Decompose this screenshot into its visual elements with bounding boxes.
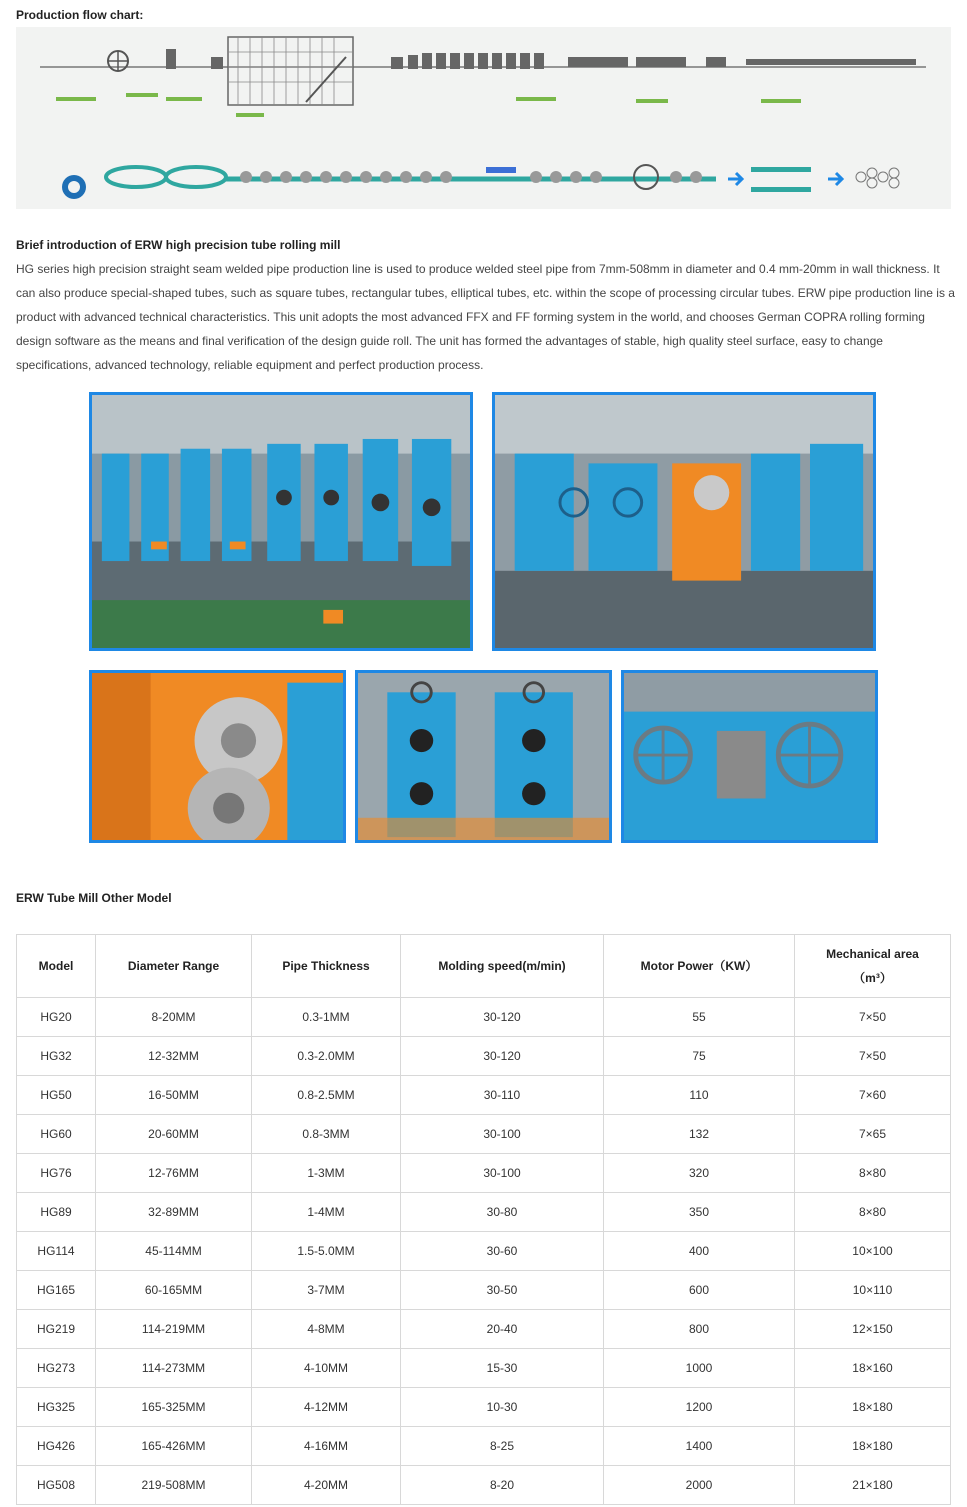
cell-power: 320 <box>604 1154 795 1193</box>
cell-thickness: 4-20MM <box>252 1466 401 1505</box>
machine-photo-4 <box>355 670 612 843</box>
cell-area: 10×110 <box>795 1271 951 1310</box>
table-row <box>17 1310 951 1349</box>
cell-speed: 30-80 <box>401 1193 604 1232</box>
cell-diameter: 45-114MM <box>96 1232 252 1271</box>
cell-speed: 8-20 <box>401 1466 604 1505</box>
cell-thickness: 4-12MM <box>252 1388 401 1427</box>
cell-thickness: 4-10MM <box>252 1349 401 1388</box>
cell-model: HG219 <box>17 1310 96 1349</box>
cell-thickness: 1.5-5.0MM <box>252 1232 401 1271</box>
cell-power: 75 <box>604 1037 795 1076</box>
cell-power: 132 <box>604 1115 795 1154</box>
cell-model: HG60 <box>17 1115 96 1154</box>
cell-power: 55 <box>604 998 795 1037</box>
cell-area: 7×50 <box>795 998 951 1037</box>
cell-area: 8×80 <box>795 1154 951 1193</box>
cell-area: 18×180 <box>795 1427 951 1466</box>
table-row <box>17 998 951 1037</box>
cell-thickness: 0.8-2.5MM <box>252 1076 401 1115</box>
intro-paragraph: HG series high precision straight seam welded pipe production line is used to produce welded steel pipe from 7mm-508mm in diameter and 0.4 mm-20mm in wall thickness. It can also produce special-shaped tubes, such as square tubes, rectangular tubes, elliptical tubes, etc. within the scope of processing circular tubes. ERW pipe production line is a product with advanced technical characteristics. This unit adopts the most advanced FFX and FF forming system in the world, and chooses German COPRA rolling forming design software as the means and final verification of the design guide roll. The unit has formed the advantages of stable, high quality steel surface, easy to change specifications, advanced technology, reliable equipment and perfect production process. <box>16 262 955 372</box>
cell-area: 10×100 <box>795 1232 951 1271</box>
table-row <box>17 1076 951 1115</box>
cell-speed: 30-100 <box>401 1115 604 1154</box>
machine-photo-5 <box>621 670 878 843</box>
cell-diameter: 8-20MM <box>96 998 252 1037</box>
cell-diameter: 60-165MM <box>96 1271 252 1310</box>
cell-thickness: 0.3-2.0MM <box>252 1037 401 1076</box>
intro-title: Brief introduction of ERW high precision tube rolling mill <box>16 238 341 252</box>
cell-area: 7×65 <box>795 1115 951 1154</box>
col-header-power: Motor Power（KW） <box>604 935 795 998</box>
cell-speed: 10-30 <box>401 1388 604 1427</box>
table-row <box>17 1388 951 1427</box>
cell-power: 600 <box>604 1271 795 1310</box>
cell-speed: 30-120 <box>401 998 604 1037</box>
cell-diameter: 32-89MM <box>96 1193 252 1232</box>
cell-area: 18×180 <box>795 1388 951 1427</box>
cell-model: HG426 <box>17 1427 96 1466</box>
cell-power: 350 <box>604 1193 795 1232</box>
cell-diameter: 165-325MM <box>96 1388 252 1427</box>
table-row <box>17 1349 951 1388</box>
cell-diameter: 165-426MM <box>96 1427 252 1466</box>
cell-area: 18×160 <box>795 1349 951 1388</box>
cell-area: 21×180 <box>795 1466 951 1505</box>
cell-thickness: 3-7MM <box>252 1271 401 1310</box>
cell-area: 12×150 <box>795 1310 951 1349</box>
cell-power: 800 <box>604 1310 795 1349</box>
cell-model: HG114 <box>17 1232 96 1271</box>
cell-thickness: 1-4MM <box>252 1193 401 1232</box>
cell-area: 8×80 <box>795 1193 951 1232</box>
production-flow-chart <box>16 27 951 209</box>
cell-thickness: 1-3MM <box>252 1154 401 1193</box>
cell-model: HG50 <box>17 1076 96 1115</box>
cell-thickness: 4-8MM <box>252 1310 401 1349</box>
cell-power: 1200 <box>604 1388 795 1427</box>
cell-model: HG165 <box>17 1271 96 1310</box>
col-header-model: Model <box>17 935 96 998</box>
model-spec-table <box>16 934 951 1505</box>
table-row <box>17 1466 951 1505</box>
cell-area: 7×60 <box>795 1076 951 1115</box>
table-header-row <box>17 935 951 998</box>
col-header-area: Mechanical area（m³） <box>795 935 951 998</box>
cell-speed: 30-60 <box>401 1232 604 1271</box>
cell-speed: 20-40 <box>401 1310 604 1349</box>
cell-model: HG325 <box>17 1388 96 1427</box>
table-row <box>17 1193 951 1232</box>
cell-diameter: 219-508MM <box>96 1466 252 1505</box>
cell-thickness: 4-16MM <box>252 1427 401 1466</box>
cell-power: 2000 <box>604 1466 795 1505</box>
table-row <box>17 1271 951 1310</box>
cell-model: HG508 <box>17 1466 96 1505</box>
cell-speed: 30-120 <box>401 1037 604 1076</box>
cell-power: 110 <box>604 1076 795 1115</box>
col-header-speed: Molding speed(m/min) <box>401 935 604 998</box>
col-header-thickness: Pipe Thickness <box>252 935 401 998</box>
machine-photo-2 <box>492 392 876 651</box>
cell-area: 7×50 <box>795 1037 951 1076</box>
cell-thickness: 0.3-1MM <box>252 998 401 1037</box>
cell-speed: 30-100 <box>401 1154 604 1193</box>
cell-diameter: 12-32MM <box>96 1037 252 1076</box>
cell-speed: 30-110 <box>401 1076 604 1115</box>
flow-chart-title: Production flow chart: <box>16 8 144 22</box>
cell-speed: 15-30 <box>401 1349 604 1388</box>
table-row <box>17 1154 951 1193</box>
cell-model: HG76 <box>17 1154 96 1193</box>
cell-power: 400 <box>604 1232 795 1271</box>
cell-diameter: 20-60MM <box>96 1115 252 1154</box>
cell-diameter: 12-76MM <box>96 1154 252 1193</box>
col-header-diameter: Diameter Range <box>96 935 252 998</box>
cell-thickness: 0.8-3MM <box>252 1115 401 1154</box>
models-title: ERW Tube Mill Other Model <box>16 891 172 905</box>
cell-model: HG273 <box>17 1349 96 1388</box>
cell-speed: 30-50 <box>401 1271 604 1310</box>
cell-power: 1000 <box>604 1349 795 1388</box>
cell-model: HG32 <box>17 1037 96 1076</box>
table-row <box>17 1232 951 1271</box>
cell-diameter: 16-50MM <box>96 1076 252 1115</box>
machine-photo-1 <box>89 392 473 651</box>
cell-diameter: 114-273MM <box>96 1349 252 1388</box>
cell-model: HG89 <box>17 1193 96 1232</box>
cell-model: HG20 <box>17 998 96 1037</box>
cell-power: 1400 <box>604 1427 795 1466</box>
table-row <box>17 1427 951 1466</box>
table-row <box>17 1115 951 1154</box>
cell-diameter: 114-219MM <box>96 1310 252 1349</box>
cell-speed: 8-25 <box>401 1427 604 1466</box>
table-row <box>17 1037 951 1076</box>
machine-photo-3 <box>89 670 346 843</box>
